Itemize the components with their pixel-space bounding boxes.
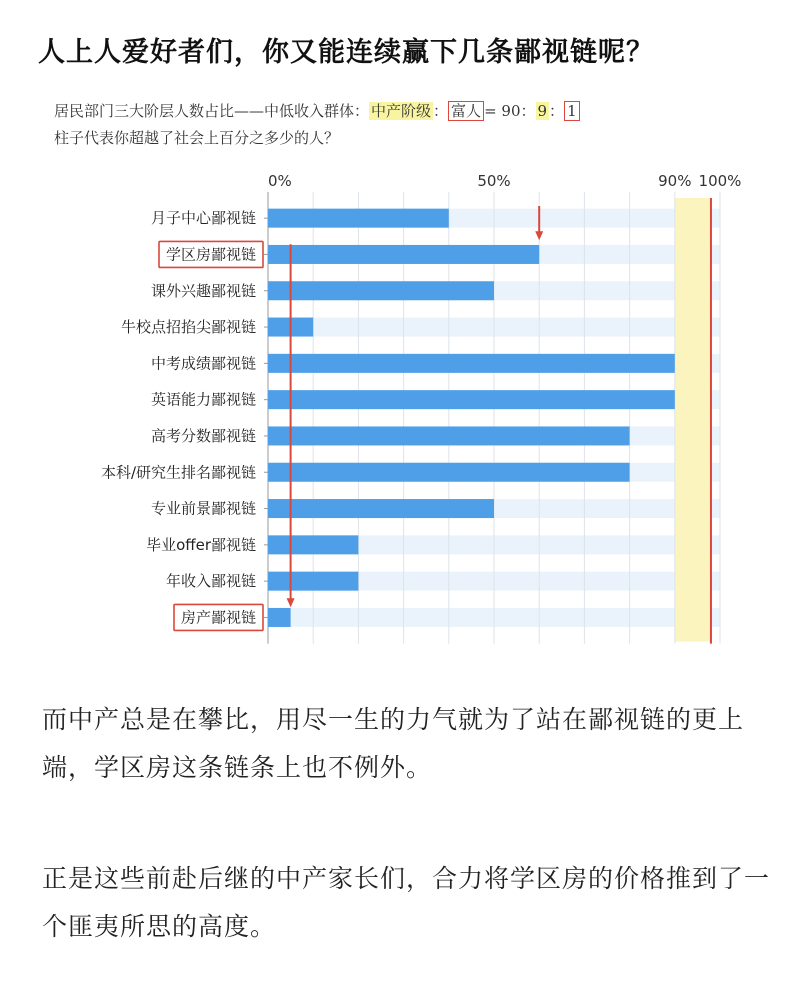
bar <box>268 426 630 445</box>
ratio-ninety: = 90： <box>484 102 536 120</box>
category-label: 课外兴趣鄙视链 <box>150 281 256 300</box>
category-label: 高考分数鄙视链 <box>150 426 256 445</box>
chart-question: 柱子代表你超越了社会上百分之多少的人？ <box>54 129 340 147</box>
subtitle-colon: ： <box>549 102 565 120</box>
subtitle-prefix: 居民部门三大阶层人数占比——中低收入群体： <box>54 102 370 120</box>
bar-chart-svg <box>40 165 770 645</box>
category-label: 专业前景鄙视链 <box>150 499 256 518</box>
chart-subtitle <box>54 100 580 121</box>
paragraph-2: 正是这些前赴后继的中产家长们，合力将学区房的价格推到了一个匪夷所思的高度。 <box>42 864 771 941</box>
ratio-nine: 9 <box>537 102 548 120</box>
subtitle-colon: ： <box>433 102 449 120</box>
x-tick-label: 50% <box>477 172 511 190</box>
category-label: 房产鄙视链 <box>180 608 256 627</box>
rich-label: 富人 <box>448 101 484 121</box>
category-label: 月子中心鄙视链 <box>150 209 256 228</box>
bar <box>268 608 291 627</box>
arrow-short-head <box>535 231 543 240</box>
x-tick-label: 0% <box>268 172 292 190</box>
headline: 人上人爱好者们，你又能连续赢下几条鄙视链呢？ <box>38 37 654 68</box>
x-tick-label: 90% <box>658 172 692 190</box>
bar-chart <box>40 165 770 645</box>
bar <box>268 209 449 228</box>
category-label: 本科/研究生排名鄙视链 <box>100 463 256 482</box>
category-label: 毕业offer鄙视链 <box>146 535 256 554</box>
bar <box>268 354 675 373</box>
category-label: 学区房鄙视链 <box>165 245 256 264</box>
bar <box>268 499 494 518</box>
bar <box>268 390 675 409</box>
bar <box>268 245 539 264</box>
paragraph-1: 而中产总是在攀比，用尽一生的力气就为了站在鄙视链的更上端，学区房这条链条上也不例外。 <box>42 705 745 782</box>
category-label: 英语能力鄙视链 <box>150 390 256 409</box>
bar <box>268 463 630 482</box>
bar <box>268 535 358 554</box>
ratio-one: 1 <box>564 101 580 121</box>
category-label: 牛校点招掐尖鄙视链 <box>120 318 256 337</box>
highlight-band <box>675 198 711 642</box>
bar <box>268 281 494 300</box>
arrow-long-head <box>287 598 295 607</box>
x-tick-label: 100% <box>698 172 742 190</box>
bar <box>268 572 358 591</box>
category-label: 年收入鄙视链 <box>165 572 256 591</box>
middle-class-label: 中产阶级 <box>371 102 432 120</box>
category-label: 中考成绩鄙视链 <box>150 354 256 373</box>
